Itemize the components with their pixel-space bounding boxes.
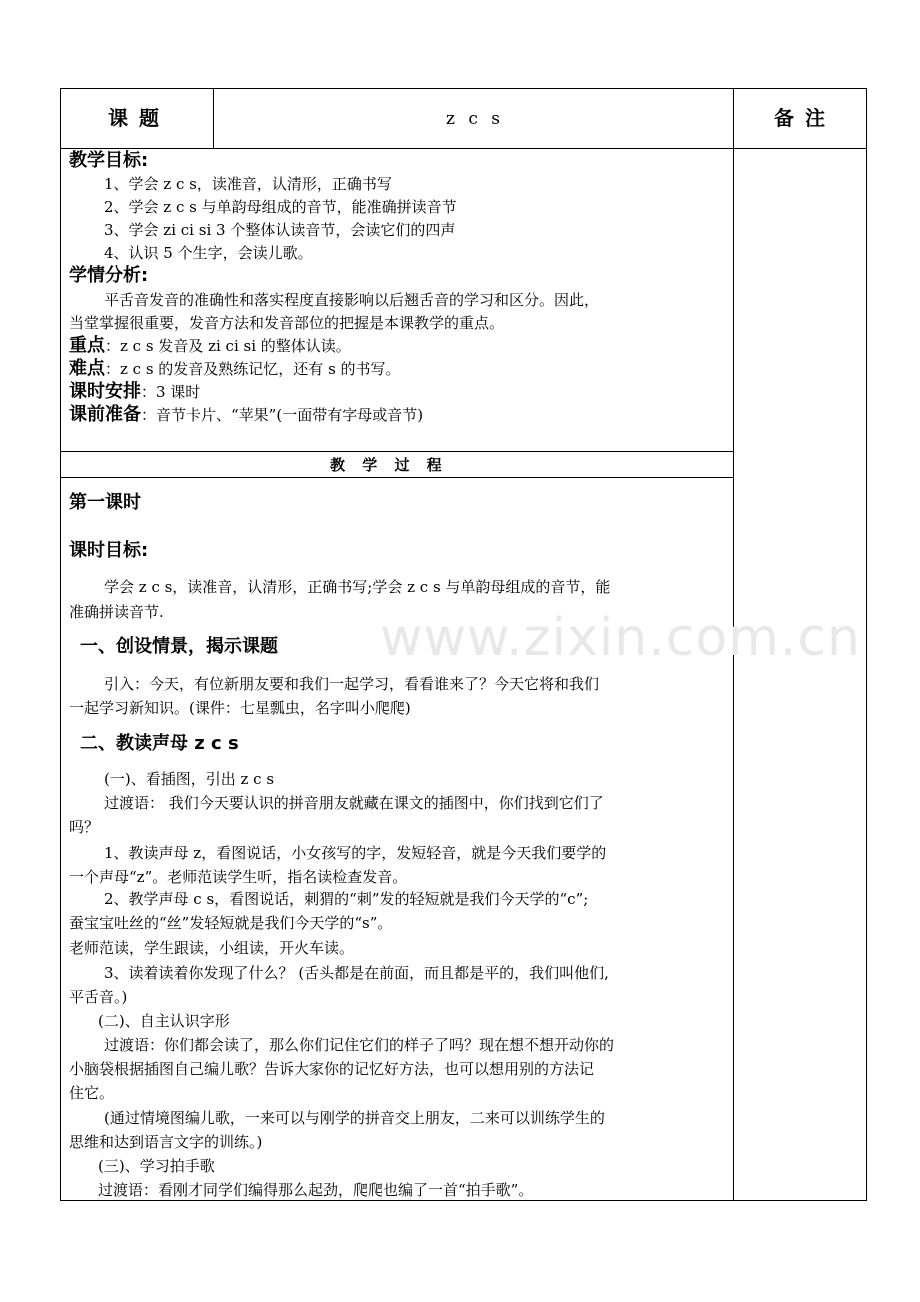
part2-line: 过渡语： 我们今天要认识的拼音朋友就藏在课文的插图中，你们找到它们了: [104, 794, 604, 812]
part2-line: 一个声母“z”。老师范读学生听，指名读检查发音。: [69, 868, 408, 886]
part2-title: 二、教读声母 z c s: [80, 733, 239, 754]
process-row-bottom: [60, 477, 734, 478]
preparation-text: ：音节卡片、“苹果”(一面带有字母或音节): [141, 406, 424, 424]
goal-item-1: 1、学会 z c s，读准音，认清形，正确书写: [104, 175, 392, 193]
schedule-text: ：3 课时: [141, 383, 201, 401]
key-point: [69, 335, 351, 357]
goal-item-3: 3、学会 zi ci si 3 个整体认读音节，会读它们的四声: [104, 221, 456, 239]
goal-item-4: 4、认识 5 个生字，会读儿歌。: [104, 244, 313, 262]
lesson1-goal-title: 课时目标:: [69, 540, 149, 561]
topic-value: z c s: [446, 109, 505, 129]
header-divider-1: [213, 88, 214, 149]
preparation: [69, 404, 423, 426]
part2-line: 小脑袋根据插图自己编儿歌？告诉大家你的记忆好方法，也可以想用别的方法记: [69, 1060, 595, 1078]
part2-line: 住它。: [69, 1084, 115, 1102]
part2-line: 平舌音。): [69, 988, 128, 1006]
difficulty-text: ：z c s 的发音及熟练记忆，还有 s 的书写。: [105, 360, 401, 378]
key-point-label: 重点: [69, 335, 105, 356]
part2-line: 蚕宝宝吐丝的“丝”发轻短就是我们今天学的“s”。: [69, 914, 393, 932]
remarks-label: 备 注: [774, 106, 827, 130]
analysis-line-2: 当堂掌握很重要，发音方法和发音部位的把握是本课教学的重点。: [69, 314, 505, 332]
part2-line: (二)、自主认识字形: [98, 1012, 230, 1030]
goals-title: 教学目标:: [69, 150, 149, 171]
goal-item-2: 2、学会 z c s 与单韵母组成的音节，能准确拼读音节: [104, 198, 457, 216]
part2-line: 1、教读声母 z，看图说话，小女孩写的字，发短轻音，就是今天我们要学的: [104, 844, 607, 862]
header-row-bottom: [60, 148, 867, 149]
table-border-right: [866, 88, 867, 1201]
difficulty-label: 难点: [69, 358, 105, 379]
watermark: www.zixin.com.cn: [380, 608, 861, 668]
lesson1-title: 第一课时: [69, 492, 141, 513]
part2-line: 老师范读，学生跟读，小组读，开火车读。: [69, 939, 355, 957]
part1-line-2: 一起学习新知识。(课件：七星瓢虫，名字叫小爬爬): [69, 699, 411, 717]
process-header: 教 学 过 程: [330, 456, 448, 474]
lesson1-goal-line-1: 学会 z c s，读准音，认清形，正确书写;学会 z c s 与单韵母组成的音节，能: [104, 578, 611, 596]
preparation-label: 课前准备: [69, 404, 141, 425]
topic-label: 课 题: [108, 106, 161, 130]
part1-title: 一、创设情景，揭示课题: [80, 636, 278, 657]
part1-line-1: 引入：今天，有位新朋友要和我们一起学习，看看谁来了？今天它将和我们: [104, 675, 600, 693]
part2-line: 过渡语：你们都会读了，那么你们记住它们的样子了吗？现在想不想开动你的: [104, 1036, 615, 1054]
schedule: [69, 381, 200, 403]
table-border-left: [60, 88, 61, 1201]
part2-line: (一)、看插图，引出 z c s: [104, 770, 275, 788]
analysis-title: 学情分析:: [69, 265, 149, 286]
analysis-line-1: 平舌音发音的准确性和落实程度直接影响以后翘舌音的学习和区分。因此，: [104, 291, 600, 309]
part2-line: 思维和达到语言文字的训练。): [69, 1133, 263, 1151]
lesson1-goal-line-2: 准确拼读音节.: [69, 603, 164, 621]
part2-line: (三)、学习拍手歌: [98, 1157, 215, 1175]
part2-line: 过渡语：看刚才同学们编得那么起劲，爬爬也编了一首“拍手歌”。: [98, 1181, 534, 1199]
schedule-label: 课时安排: [69, 381, 141, 402]
part2-line: 2、教学声母 c s，看图说话，刺猬的“刺”发的轻短就是我们今天学的“c”;: [104, 890, 589, 908]
part2-line: 3、读着读着你发现了什么？ (舌头都是在前面，而且都是平的，我们叫他们,: [104, 964, 609, 982]
table-border-top: [60, 88, 867, 89]
difficulty: [69, 358, 401, 380]
process-row-top: [60, 451, 734, 452]
part2-line: (通过情境图编儿歌，一来可以与刚学的拼音交上朋友，二来可以训练学生的: [104, 1109, 605, 1127]
key-point-text: ：z c s 发音及 zi ci si 的整体认读。: [105, 337, 351, 355]
part2-line: 吗？: [69, 818, 100, 836]
